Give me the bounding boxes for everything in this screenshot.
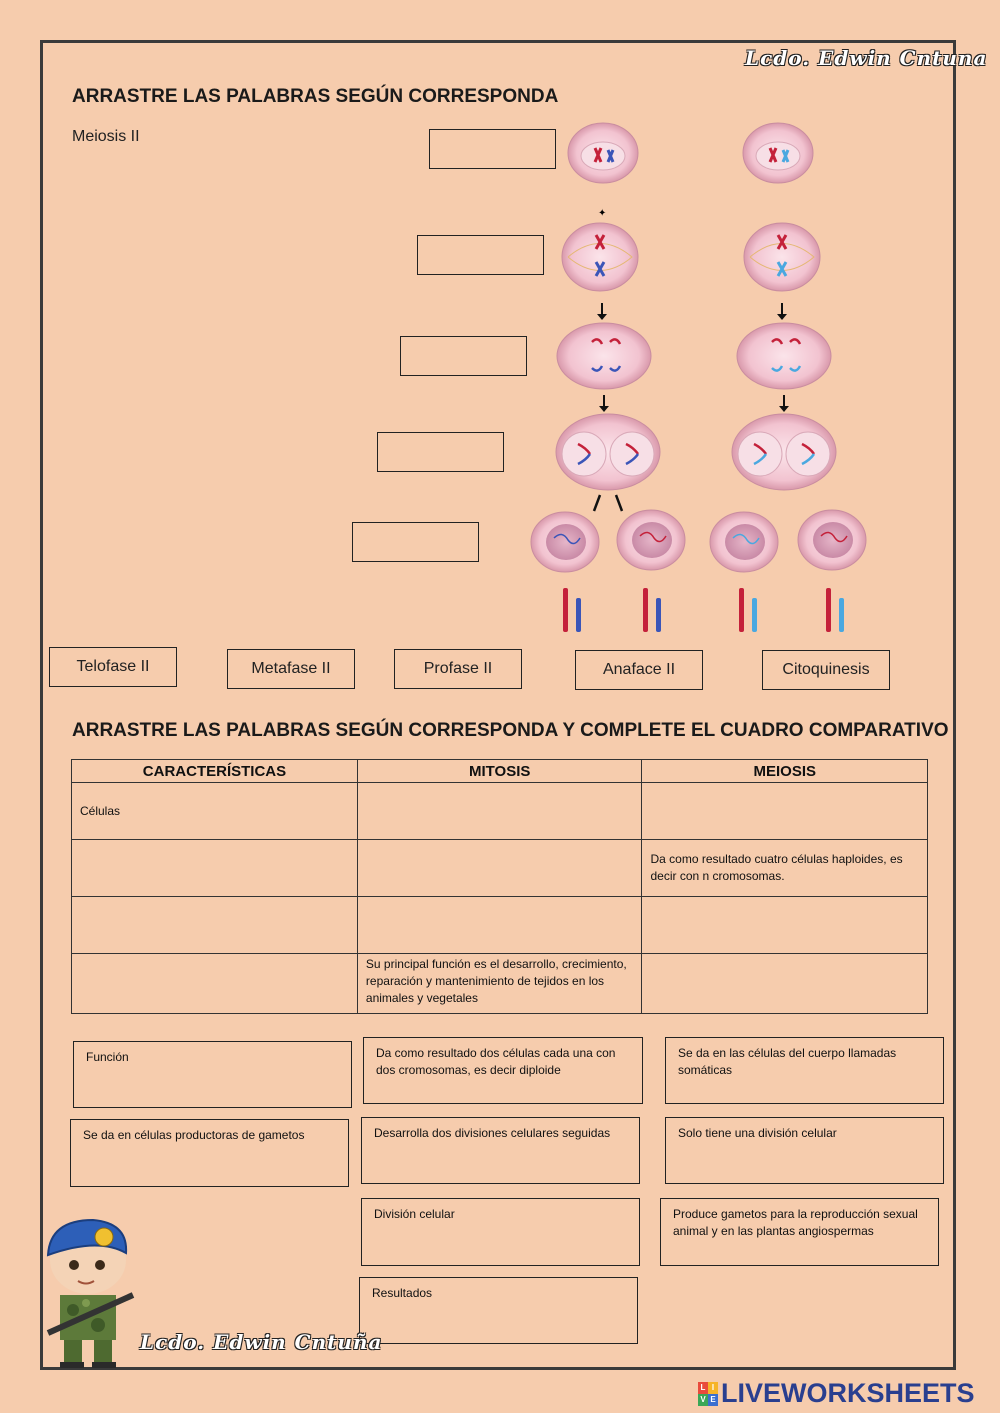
meiosis-ii-diagram: [520, 110, 900, 640]
word-metafase-ii[interactable]: Metafase II: [227, 649, 355, 689]
card-resultados[interactable]: Resultados: [359, 1277, 638, 1344]
cell-telophase-right: [732, 414, 836, 490]
drop-box-4[interactable]: [377, 432, 504, 472]
cell-r3-c1[interactable]: [72, 897, 358, 954]
header-mitosis: MITOSIS: [357, 760, 642, 783]
daughter-cell-1: [531, 512, 599, 572]
drop-box-5[interactable]: [352, 522, 479, 562]
cell-r4-c3[interactable]: [642, 954, 928, 1014]
table-row: [72, 840, 928, 897]
cell-r1-c3[interactable]: [642, 783, 928, 840]
daughter-cell-4: [798, 510, 866, 570]
cell-prophase-right: [743, 123, 813, 183]
word-citoquinesis[interactable]: Citoquinesis: [762, 650, 890, 690]
card-division-celular[interactable]: División celular: [361, 1198, 640, 1266]
card-celulas-gametos[interactable]: Se da en células productoras de gametos: [70, 1119, 349, 1187]
cell-r1-c2[interactable]: [357, 783, 642, 840]
liveworksheets-brand: [698, 1378, 975, 1409]
card-celulas-somaticas[interactable]: Se da en las células del cuerpo llamadas somáticas: [665, 1037, 944, 1104]
cell-r2-c2[interactable]: [357, 840, 642, 897]
cell-r4-c1[interactable]: [72, 954, 358, 1014]
cell-metaphase-right: [744, 223, 820, 291]
section2-title: ARRASTRE LAS PALABRAS SEGÚN CORRESPONDA Y COMPLETE EL CUADRO COMPARATIVO: [72, 720, 949, 741]
card-dos-celulas-diploide[interactable]: Da como resultado dos células cada una con dos cromosomas, es decir diploide: [363, 1037, 643, 1104]
daughter-cell-3: [710, 512, 778, 572]
cell-r1-c1[interactable]: Células: [72, 783, 358, 840]
chromosome-pair-2: [643, 588, 661, 632]
word-profase-ii[interactable]: Profase II: [394, 649, 522, 689]
cell-r2-c1[interactable]: [72, 840, 358, 897]
chromosome-pair-4: [826, 588, 844, 632]
cell-r3-c2[interactable]: [357, 897, 642, 954]
liveworksheets-logo-icon: L I V E: [698, 1382, 718, 1406]
daughter-cell-2: [617, 510, 685, 570]
comparison-table: [71, 759, 928, 1014]
header-meiosis: MEIOSIS: [642, 760, 928, 783]
cell-r3-c3[interactable]: [642, 897, 928, 954]
author-signature-bottom: Lcdo. Edwin Cntuña: [140, 1330, 383, 1354]
section1-subtitle: Meiosis II: [72, 128, 140, 145]
header-caracteristicas: CARACTERÍSTICAS: [72, 760, 358, 783]
table-row: [72, 954, 928, 1014]
word-anaface-ii[interactable]: Anaface II: [575, 650, 703, 690]
cell-r2-c3[interactable]: Da como resultado cuatro células haploides, es decir con n cromosomas.: [642, 840, 928, 897]
cell-telophase-left: [556, 414, 660, 490]
cell-metaphase-left: [562, 223, 638, 291]
author-signature-top: Lcdo. Edwin Cntuna: [745, 46, 988, 70]
word-telofase-ii[interactable]: Telofase II: [49, 647, 177, 687]
card-una-division[interactable]: Solo tiene una división celular: [665, 1117, 944, 1184]
drop-box-3[interactable]: [400, 336, 527, 376]
cell-anaphase-left: [557, 323, 651, 389]
section1-title: ARRASTRE LAS PALABRAS SEGÚN CORRESPONDA: [72, 86, 559, 107]
chromosome-pair-1: [563, 588, 581, 632]
card-produce-gametos[interactable]: Produce gametos para la reproducción sexual animal y en las plantas angiospermas: [660, 1198, 939, 1266]
chromosome-pair-3: [739, 588, 757, 632]
card-dos-divisiones[interactable]: Desarrolla dos divisiones celulares seguidas: [361, 1117, 640, 1184]
soldier-mascot-illustration: [38, 1215, 138, 1370]
card-funcion[interactable]: Función: [73, 1041, 352, 1108]
cell-r4-c2[interactable]: Su principal función es el desarrollo, crecimiento, reparación y mantenimiento de tejidos en los animales y vegetales: [357, 954, 642, 1014]
table-row: [72, 783, 928, 840]
cell-prophase-left: [568, 123, 638, 183]
table-row: [72, 897, 928, 954]
svg-text:✦: ✦: [598, 208, 607, 219]
cell-anaphase-right: [737, 323, 831, 389]
liveworksheets-wordmark: LIVEWORKSHEETS: [721, 1378, 975, 1408]
